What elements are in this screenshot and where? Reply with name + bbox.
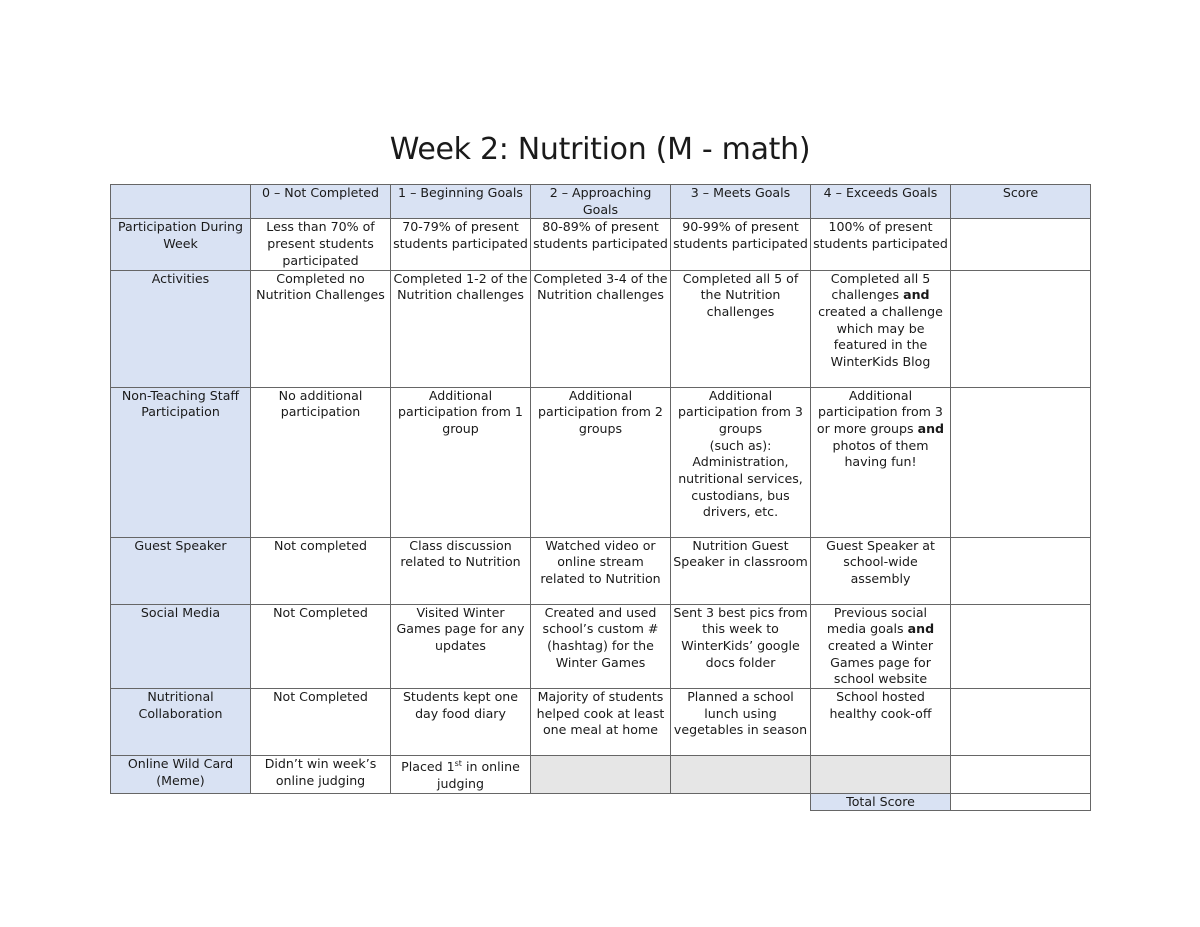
rubric-row [111, 756, 1091, 794]
rubric-cell [671, 537, 811, 604]
rubric-cell [811, 387, 951, 537]
cell-text: Less than 70% of present students participated [266, 219, 375, 268]
cell-text: 80-89% of present students participated [533, 219, 668, 252]
score-cell[interactable] [951, 689, 1091, 756]
row-label [111, 537, 251, 604]
rubric-cell [531, 689, 671, 756]
cell-text: Created and used school’s custom # (hashtag) for the Winter Games [542, 604, 659, 670]
cell-text: 100% of present students participated [813, 219, 948, 252]
rubric-cell [671, 387, 811, 537]
cell-text: Nutrition Guest Speaker in classroom [673, 537, 808, 570]
rubric-cell [391, 604, 531, 689]
rubric-cell [251, 270, 391, 387]
rubric-cell [391, 219, 531, 270]
rubric-row [111, 387, 1091, 537]
rubric-cell [531, 604, 671, 689]
rubric-row [111, 604, 1091, 689]
cell-text: Completed all 5 challenges [830, 270, 931, 303]
cell-text: created a challenge which may be featured in the WinterKids Blog [818, 303, 943, 370]
cell-text: Didn’t win week’s online judging [264, 756, 377, 788]
column-header [811, 185, 951, 219]
rubric-cell [811, 689, 951, 756]
row-label-text: Online Wild Card (Meme) [127, 756, 234, 788]
row-label-text: Non-Teaching Staff Participation [121, 387, 240, 420]
score-cell[interactable] [951, 270, 1091, 387]
row-label [111, 387, 251, 537]
column-header [531, 185, 671, 219]
column-header [391, 185, 531, 219]
row-label [111, 689, 251, 756]
total-score-text: Total Score [846, 793, 915, 809]
cell-text: Additional participation from 3 or more groups [816, 387, 943, 436]
total-score-value[interactable] [951, 793, 1091, 811]
rubric-cell [811, 219, 951, 270]
cell-text: Additional participation from 1 group [398, 387, 523, 436]
rubric-cell-blank [811, 756, 951, 794]
cell-text: in online judging [437, 759, 520, 791]
cell-text: 90-99% of present students participated [673, 219, 808, 252]
column-header [111, 185, 251, 219]
column-header [951, 185, 1091, 219]
row-label-text: Guest Speaker [134, 537, 227, 553]
rubric-cell [391, 270, 531, 387]
score-cell[interactable] [951, 537, 1091, 604]
row-label [111, 270, 251, 387]
column-header [251, 185, 391, 219]
rubric-cell [811, 270, 951, 387]
cell-text: 70-79% of present students participated [393, 219, 528, 252]
cell-text: Completed no Nutrition Challenges [256, 270, 385, 303]
rubric-cell [391, 387, 531, 537]
rubric-cell [251, 756, 391, 794]
rubric-cell [391, 537, 531, 604]
column-header-label: 0 – Not Completed [261, 185, 380, 200]
column-header [671, 185, 811, 219]
rubric-row [111, 689, 1091, 756]
column-header-label: 4 – Exceeds Goals [823, 185, 938, 200]
cell-text: Not Completed [273, 604, 368, 620]
row-label-text: Nutritional Collaboration [138, 689, 223, 721]
row-label-text: Participation During Week [118, 219, 243, 252]
rubric-row [111, 219, 1091, 270]
page-title: Week 2: Nutrition (M - math) [389, 132, 811, 167]
spacer-cell [531, 793, 671, 811]
header-row [111, 185, 1091, 219]
cell-text: Previous social media goals [826, 604, 928, 637]
rubric-cell [811, 537, 951, 604]
rubric-cell [251, 219, 391, 270]
score-cell[interactable] [951, 756, 1091, 794]
rubric-cell [251, 537, 391, 604]
score-cell[interactable] [951, 604, 1091, 689]
cell-text: Not completed [274, 537, 367, 553]
cell-text: created a Winter Games page for school website [827, 637, 934, 687]
total-score-label [811, 793, 951, 811]
row-label [111, 604, 251, 689]
column-header-label: 1 – Beginning Goals [398, 185, 523, 200]
rubric-cell [391, 689, 531, 756]
rubric-cell [811, 604, 951, 689]
cell-emphasis: and [907, 621, 935, 637]
cell-text: Sent 3 best pics from this week to WinterKids’ google docs folder [673, 604, 808, 670]
rubric-table [110, 184, 1091, 811]
rubric-cell [531, 270, 671, 387]
cell-text: Planned a school lunch using vegetables in season [673, 689, 808, 738]
rubric-cell [531, 387, 671, 537]
row-label [111, 756, 251, 794]
rubric-cell [671, 689, 811, 756]
column-header-label: 3 – Meets Goals [690, 185, 791, 200]
rubric-cell-blank [531, 756, 671, 794]
row-label [111, 219, 251, 270]
cell-text: Completed 3-4 of the Nutrition challenges [533, 270, 668, 303]
column-header-label: 2 – Approaching Goals [549, 185, 652, 217]
rubric-cell [531, 537, 671, 604]
cell-text: Visited Winter Games page for any updates [396, 604, 525, 653]
rubric-cell [251, 689, 391, 756]
spacer-cell [671, 793, 811, 811]
row-label-text: Activities [151, 270, 210, 286]
cell-text: Completed 1-2 of the Nutrition challenges [393, 270, 528, 303]
cell-text: School hosted healthy cook-off [829, 689, 932, 721]
rubric-cell [671, 604, 811, 689]
rubric-row [111, 537, 1091, 604]
cell-text: No additional participation [278, 387, 363, 420]
cell-text: Additional participation from 3 groups (such as): Administration, nutritional services, custodians, bus drivers, etc. [678, 387, 803, 520]
rubric-cell [671, 270, 811, 387]
total-row [111, 793, 1091, 811]
spacer-cell [111, 793, 251, 811]
rubric-row [111, 270, 1091, 387]
cell-text: Not Completed [273, 689, 368, 705]
cell-text: Completed all 5 of the Nutrition challenges [682, 270, 799, 319]
rubric-cell [531, 219, 671, 270]
rubric-cell [251, 604, 391, 689]
column-header-label: Score [1002, 185, 1039, 200]
row-label-text: Social Media [140, 604, 221, 620]
cell-emphasis: and [917, 420, 945, 436]
cell-text: photos of them having fun! [832, 437, 929, 470]
cell-text: Students kept one day food diary [402, 689, 519, 721]
rubric-cell [671, 219, 811, 270]
cell-text: Guest Speaker at school-wide assembly [826, 537, 935, 586]
spacer-cell [251, 793, 391, 811]
cell-text: Placed 1 [401, 759, 455, 775]
cell-text: Class discussion related to Nutrition [400, 537, 521, 570]
score-cell[interactable] [951, 387, 1091, 537]
rubric-cell [251, 387, 391, 537]
rubric-cell-blank [671, 756, 811, 794]
cell-text: Majority of students helped cook at least one meal at home [536, 689, 665, 738]
cell-text: Additional participation from 2 groups [538, 387, 663, 436]
ordinal-suffix: st [454, 759, 462, 769]
spacer-cell [391, 793, 531, 811]
score-cell[interactable] [951, 219, 1091, 270]
cell-emphasis: and [903, 287, 930, 303]
rubric-cell [391, 756, 531, 794]
cell-text: Watched video or online stream related to Nutrition [540, 537, 661, 586]
